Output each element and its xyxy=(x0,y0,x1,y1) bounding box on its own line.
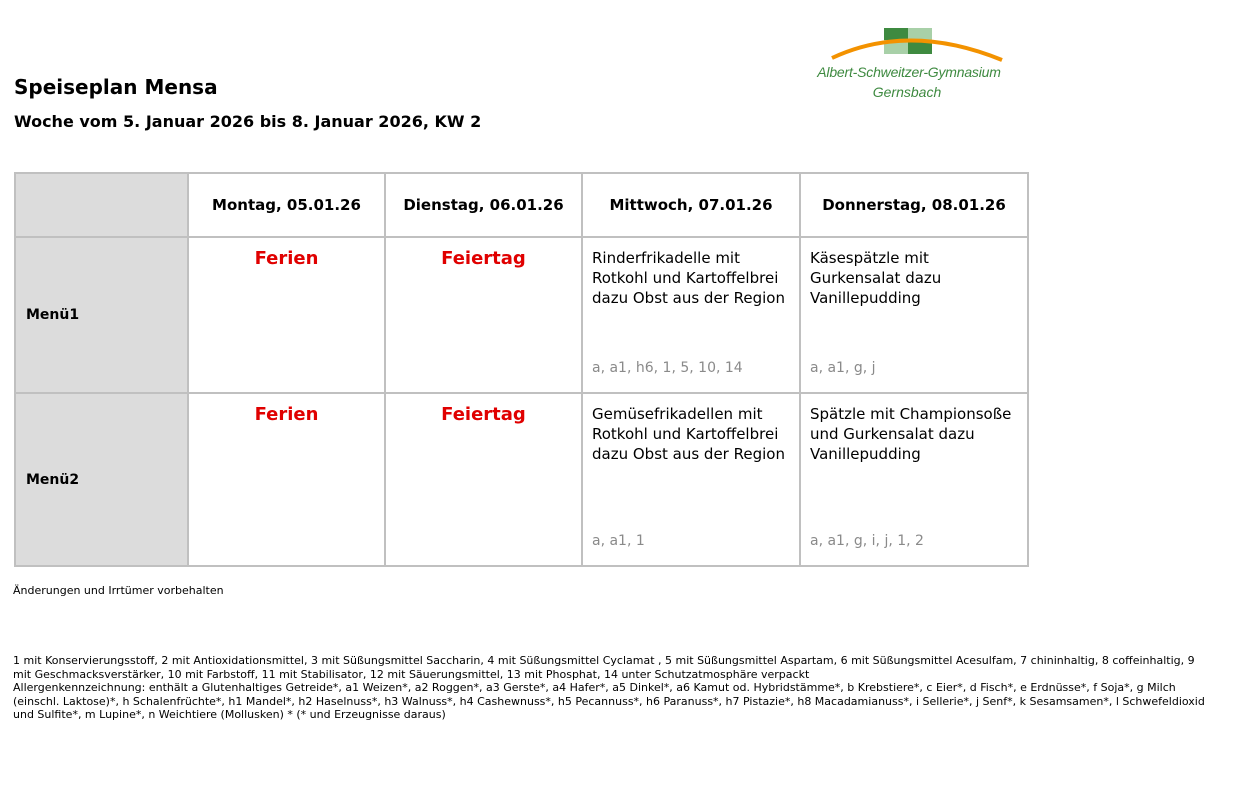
meal-cell xyxy=(582,237,800,393)
school-logo xyxy=(804,20,1014,105)
disclaimer-note: Änderungen und Irrtümer vorbehalten xyxy=(13,584,224,597)
holiday-label: Ferien xyxy=(188,393,385,566)
day-header-tuesday: Dienstag, 06.01.26 xyxy=(385,173,582,237)
menu-label: Menü1 xyxy=(15,237,188,393)
page-title: Speiseplan Mensa xyxy=(14,75,218,99)
menu-label: Menü2 xyxy=(15,393,188,566)
additives-text: 1 mit Konservierungsstoff, 2 mit Antioxidationsmittel, 3 mit Süßungsmittel Saccharin, 4 mit Süßungsmittel Cyclamat , 5 mit Süßungsmittel Aspartam, 6 mit Süßungsmittel Acesulfam, 7 chininhaltig, 8 coffeinhaltig, 9 mit Geschmacksverstärker, 10 mit Farbstoff, 11 mit Stabilisator, 12 mit Säuerungsmittel, 13 mit Phosphat, 14 unter Schutzatmosphäre verpackt xyxy=(13,654,1195,681)
table-row xyxy=(15,393,1028,566)
meal-cell xyxy=(800,237,1028,393)
meal-description: Rinderfrikadelle mit Rotkohl und Kartoffelbrei dazu Obst aus der Region xyxy=(592,249,785,307)
meal-allergens: a, a1, g, i, j, 1, 2 xyxy=(810,533,924,549)
holiday-label: Feiertag xyxy=(385,393,582,566)
meal-allergens: a, a1, g, j xyxy=(810,360,876,376)
logo-graphic xyxy=(804,20,1014,68)
allergens-text: Allergenkennzeichnung: enthält a Glutenhaltiges Getreide*, a1 Weizen*, a2 Roggen*, a3 Gerste*, a4 Hafer*, a5 Dinkel*, a6 Kamut od. Hybridstämme*, b Krebstiere*, c Eier*, d Fisch*, e Erdnüsse*, f Soja*, g Milch (einschl. Laktose)*, h Schalenfrüchte*, h1 Mandel*, h2 Haselnuss*, h3 Walnuss*, h4 Cashewnuss*, h5 Pecannuss*, h6 Paranuss*, h7 Pistazie*, h8 Macadamianuss*, i Sellerie*, j Senf*, k Sesamsamen*, l Schwefeldioxid und Sulfite*, m Lupine*, n Weichtiere (Mollusken) * (* und Erzeugnisse daraus) xyxy=(13,681,1205,721)
week-subtitle: Woche vom 5. Januar 2026 bis 8. Januar 2026, KW 2 xyxy=(14,112,482,131)
holiday-label: Feiertag xyxy=(385,237,582,393)
additives-legend xyxy=(13,654,1213,722)
logo-school-name: Albert-Schweitzer-Gymnasium xyxy=(817,64,1001,80)
day-header-wednesday: Mittwoch, 07.01.26 xyxy=(582,173,800,237)
meal-description: Spätzle mit Championsoße und Gurkensalat dazu Vanillepudding xyxy=(810,405,1012,463)
logo-town: Gernsbach xyxy=(872,84,942,100)
meal-description: Käsespätzle mit Gurkensalat dazu Vanillepudding xyxy=(810,249,942,307)
table-row xyxy=(15,237,1028,393)
day-header-monday: Montag, 05.01.26 xyxy=(188,173,385,237)
meal-cell xyxy=(800,393,1028,566)
corner-cell xyxy=(15,173,188,237)
meal-plan-table xyxy=(14,172,1029,567)
meal-allergens: a, a1, 1 xyxy=(592,533,645,549)
day-header-thursday: Donnerstag, 08.01.26 xyxy=(800,173,1028,237)
meal-cell xyxy=(582,393,800,566)
meal-description: Gemüsefrikadellen mit Rotkohl und Kartoffelbrei dazu Obst aus der Region xyxy=(592,405,785,463)
table-header-row xyxy=(15,173,1028,237)
holiday-label: Ferien xyxy=(188,237,385,393)
meal-allergens: a, a1, h6, 1, 5, 10, 14 xyxy=(592,360,743,376)
